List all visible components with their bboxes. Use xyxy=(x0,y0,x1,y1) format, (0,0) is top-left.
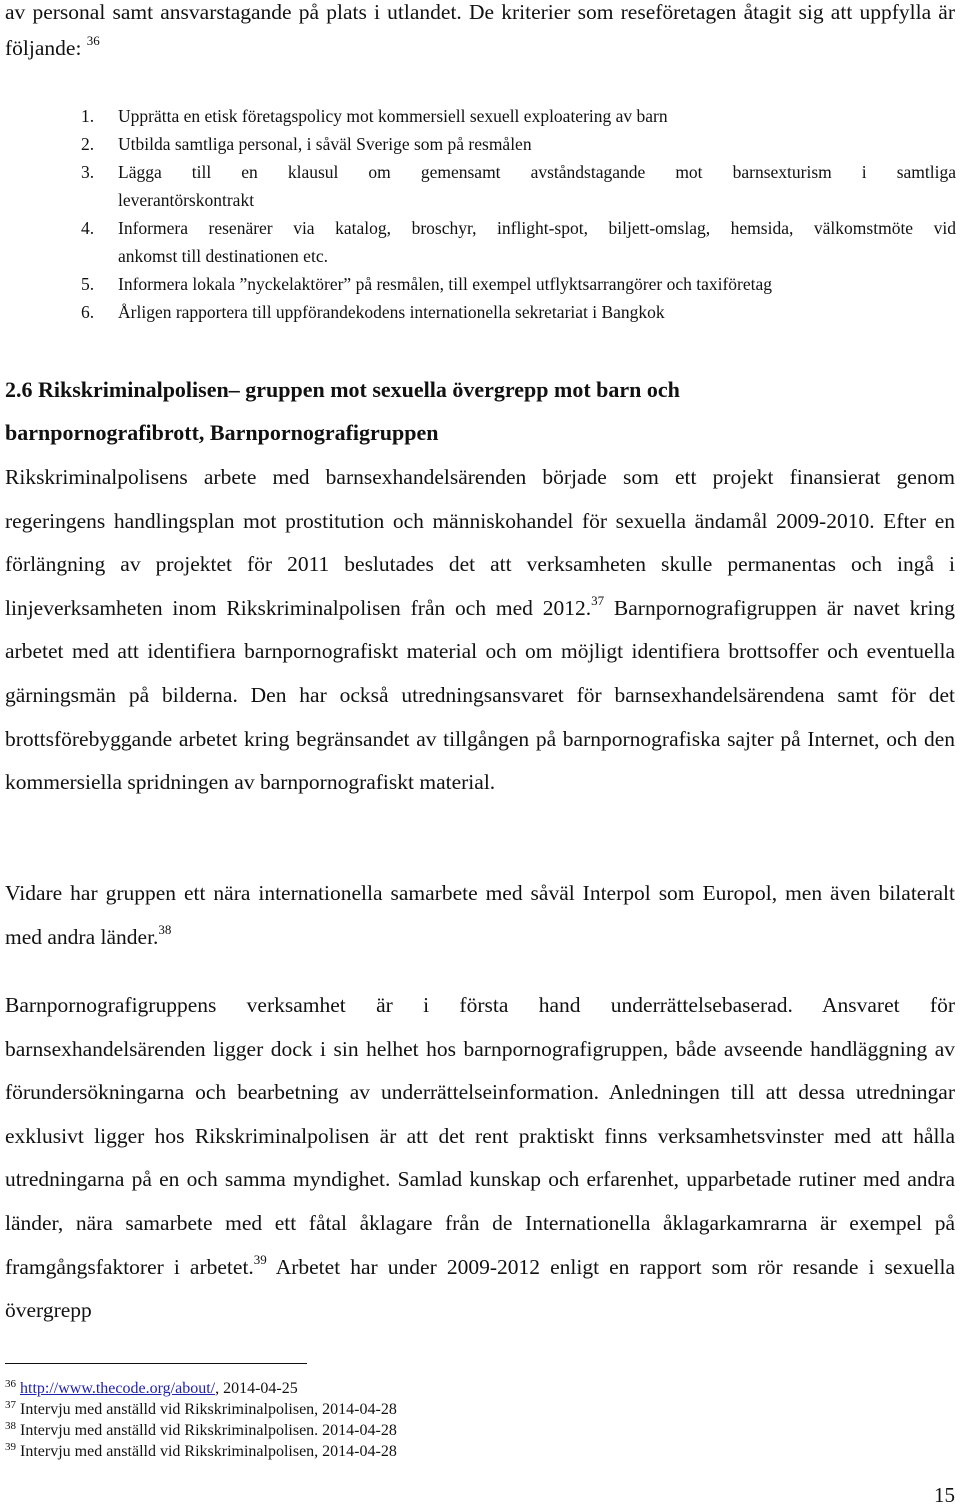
footnote-ref-38: 38 xyxy=(158,921,172,937)
list-item-text: Informera lokala ”nyckelaktörer” på resmålen, till exempel utflyktsarrangörer och taxiföretag xyxy=(118,274,773,294)
section-heading xyxy=(5,368,955,454)
footnote-text: Intervju med anställd vid Rikskriminalpolisen, 2014-04-28 xyxy=(16,1401,397,1418)
list-item-number: 6. xyxy=(81,302,95,322)
list-item-number: 3. xyxy=(81,162,95,182)
body-paragraph-3 xyxy=(5,984,955,1333)
list-item-number: 5. xyxy=(81,274,95,294)
footnote-ref-39: 39 xyxy=(253,1251,267,1267)
list-item-text: Upprätta en etisk företagspolicy mot kommersiell sexuell exploatering av barn xyxy=(118,106,668,126)
footnote-text: Intervju med anställd vid Rikskriminalpolisen. 2014-04-28 xyxy=(16,1422,397,1439)
footnote-text: Intervju med anställd vid Rikskriminalpolisen, 2014-04-28 xyxy=(16,1443,397,1460)
footnote-number: 37 xyxy=(5,1399,16,1411)
list-item-number: 2. xyxy=(81,134,95,154)
paragraph-text: Rikskriminalpolisens arbete med barnsexhandelsärenden började som ett projekt finansierat genom regeringens handlingsplan mot prostitution och människohandel för sexuella ändamål 2009-2010. Efter en förlängning av projektet för 2011 beslutades det att verksamheten skulle permanentas och ingå i linjeverksamheten inom Rikskriminalpolisen från och med 2012. xyxy=(5,465,955,620)
footnote xyxy=(5,1399,955,1420)
footnote-link[interactable]: http://www.thecode.org/about/ xyxy=(20,1380,216,1397)
list-item-number: 4. xyxy=(81,218,95,238)
list-item-text: Utbilda samtliga personal, i såväl Sverige som på resmålen xyxy=(118,134,532,154)
page-number: 15 xyxy=(934,1483,955,1507)
section-heading-line1: 2.6 Rikskriminalpolisen– gruppen mot sexuella övergrepp mot barn och xyxy=(5,377,680,402)
list-item-text: Årligen rapportera till uppförandekodens internationella sekretariat i Bangkok xyxy=(118,302,665,322)
footnote-number: 38 xyxy=(5,1420,16,1432)
intro-paragraph xyxy=(5,0,955,66)
list-item-text: Informera resenärer via katalog, broschyr, inflight-spot, biljett-omslag, hemsida, välkomstmöte vid xyxy=(118,218,956,238)
list-item-text: Lägga till en klausul om gemensamt avståndstagande mot barnsexturism i samtliga xyxy=(118,162,956,182)
list-item-text: leverantörskontrakt xyxy=(118,190,255,210)
footnotes xyxy=(5,1378,955,1462)
footnote-number: 36 xyxy=(5,1378,16,1390)
intro-text: av personal samt ansvarstagande på plats i utlandet. De kriterier som reseföretagen åtagit sig att uppfylla är följande: xyxy=(5,0,955,60)
body-paragraph-2 xyxy=(5,872,955,959)
footnote xyxy=(5,1420,955,1441)
paragraph-text: Barnpornografigruppens verksamhet är i första hand underrättelsebaserad. Ansvaret för barnsexhandelsärenden ligger dock i sin helhet hos barnpornografigruppen, både avseende handläggning av förundersökningarna och bearbetning av underrättelseinformation. Anledningen till att dessa utredningar exklusivt ligger hos Rikskriminalpolisen är att det rent praktiskt finns verksamhetsvinster med att hålla utredningarna på en och samma myndighet. Samlad kunskap och erfarenhet, upparbetade rutiner med andra länder, nära samarbete med ett fåtal åklagare från de Internationella åklagarkamrarna är exempel på framgångsfaktorer i arbetet. xyxy=(5,993,955,1279)
footnote-separator xyxy=(5,1363,307,1364)
footnote xyxy=(5,1378,955,1399)
footnote-text: , 2014-04-25 xyxy=(215,1380,298,1397)
footnote-ref-36: 36 xyxy=(86,33,100,48)
section-heading-line2: barnpornografibrott, Barnpornografigruppen xyxy=(5,420,439,445)
paragraph-text: Barnpornografigruppen är navet kring arbetet med att identifiera barnpornografiskt material och om möjligt identifiera brottsoffer och eventuella gärningsmän på bilderna. Den har också utredningsansvaret för barnsexhandelsärendena samt för det brottsförebyggande arbetet kring begränsandet av tillgången på barnpornografiska sajter på Internet, och den kommersiella spridningen av barnpornografiskt material. xyxy=(5,595,955,795)
footnote xyxy=(5,1441,955,1462)
list-item-number: 1. xyxy=(81,106,95,126)
list-item-text: ankomst till destinationen etc. xyxy=(118,246,328,266)
footnote-ref-37: 37 xyxy=(591,592,605,608)
footnote-number: 39 xyxy=(5,1441,16,1453)
paragraph-text: Arbetet har under 2009-2012 enligt en rapport som rör resande i sexuella övergrepp xyxy=(5,1254,955,1323)
paragraph-text: Vidare har gruppen ett nära internationella samarbete med såväl Interpol som Europol, men även bilateralt med andra länder. xyxy=(5,881,955,949)
body-paragraph-1 xyxy=(5,456,955,805)
